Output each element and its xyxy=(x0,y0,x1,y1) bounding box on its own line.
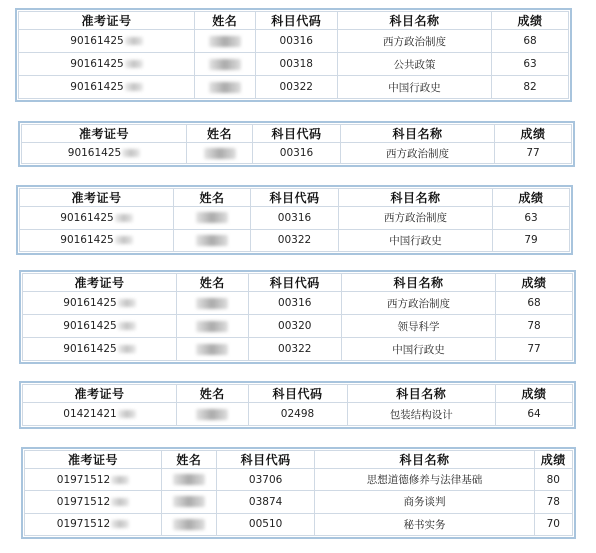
course-name: 西方政治制度 xyxy=(338,30,492,53)
header-exam-id: 准考证号 xyxy=(22,125,187,143)
table-row xyxy=(25,469,573,491)
course-code: 00320 xyxy=(248,315,342,338)
redacted-name xyxy=(196,235,228,246)
redacted-name xyxy=(173,519,205,530)
table-row xyxy=(20,229,570,252)
name-cell xyxy=(162,469,217,491)
table-row xyxy=(22,143,572,164)
score-table-6 xyxy=(21,447,576,539)
score: 82 xyxy=(492,76,569,99)
course-name: 西方政治制度 xyxy=(339,207,493,230)
course-name: 西方政治制度 xyxy=(341,143,495,164)
course-name: 包装结构设计 xyxy=(347,403,496,426)
name-cell xyxy=(162,491,217,513)
score: 79 xyxy=(493,229,570,252)
header-exam-id: 准考证号 xyxy=(20,189,174,207)
redacted-id-suffix xyxy=(111,520,129,528)
name-cell xyxy=(174,229,251,252)
score-table-1 xyxy=(15,8,572,102)
name-cell xyxy=(195,76,256,99)
header-row xyxy=(25,451,573,469)
score-table-3 xyxy=(16,185,573,255)
course-name: 秘书实务 xyxy=(315,513,534,535)
score-table-2 xyxy=(18,121,575,167)
course-name: 领导科学 xyxy=(342,315,496,338)
redacted-id-suffix xyxy=(125,83,143,91)
course-code: 00316 xyxy=(253,143,341,164)
header-name: 姓名 xyxy=(187,125,253,143)
score-table-4 xyxy=(19,270,576,364)
header-course-name: 科目名称 xyxy=(338,12,492,30)
score-table xyxy=(22,273,573,361)
course-code: 00316 xyxy=(255,30,338,53)
redacted-name xyxy=(209,59,241,70)
table-row xyxy=(25,513,573,535)
redacted-name xyxy=(196,212,228,223)
score-table-5 xyxy=(19,381,576,429)
score: 77 xyxy=(496,338,573,361)
header-course-name: 科目名称 xyxy=(342,274,496,292)
header-course-name: 科目名称 xyxy=(339,189,493,207)
course-name: 商务谈判 xyxy=(315,491,534,513)
table-row xyxy=(23,315,573,338)
score: 68 xyxy=(492,30,569,53)
exam-id-cell xyxy=(19,76,195,99)
course-code: 00316 xyxy=(248,292,342,315)
exam-id-cell xyxy=(19,53,195,76)
header-name: 姓名 xyxy=(162,451,217,469)
header-name: 姓名 xyxy=(177,385,249,403)
header-row xyxy=(23,274,573,292)
exam-id: 90161425 xyxy=(60,211,114,224)
score: 78 xyxy=(496,315,573,338)
score-table xyxy=(19,188,570,252)
exam-id-cell xyxy=(20,207,174,230)
exam-id-cell xyxy=(19,30,195,53)
exam-id: 90161425 xyxy=(60,234,114,247)
header-exam-id: 准考证号 xyxy=(23,385,177,403)
header-course-code: 科目代码 xyxy=(253,125,341,143)
header-course-name: 科目名称 xyxy=(347,385,496,403)
name-cell xyxy=(177,338,249,361)
course-name: 中国行政史 xyxy=(338,76,492,99)
score-table xyxy=(22,384,573,426)
table-row xyxy=(23,403,573,426)
exam-id-cell xyxy=(22,143,187,164)
header-score: 成绩 xyxy=(496,274,573,292)
exam-id: 90161425 xyxy=(63,297,117,309)
exam-id: 90161425 xyxy=(63,320,117,332)
exam-id-cell xyxy=(23,403,177,426)
redacted-id-suffix xyxy=(118,322,136,330)
redacted-id-suffix xyxy=(122,149,140,157)
header-score: 成绩 xyxy=(492,12,569,30)
table-row xyxy=(19,53,569,76)
course-name: 西方政治制度 xyxy=(342,292,496,315)
redacted-id-suffix xyxy=(115,236,133,244)
redacted-name xyxy=(196,409,228,420)
exam-id: 90161425 xyxy=(70,35,124,47)
exam-id-cell xyxy=(23,338,177,361)
name-cell xyxy=(187,143,253,164)
course-code: 02498 xyxy=(248,403,347,426)
course-code: 00322 xyxy=(255,76,338,99)
redacted-name xyxy=(209,82,241,93)
course-name: 公共政策 xyxy=(338,53,492,76)
header-row xyxy=(22,125,572,143)
score-table xyxy=(21,124,572,164)
redacted-id-suffix xyxy=(111,498,129,506)
redacted-id-suffix xyxy=(118,299,136,307)
header-course-name: 科目名称 xyxy=(341,125,495,143)
redacted-name xyxy=(196,344,228,355)
score-table xyxy=(18,11,569,99)
table-row xyxy=(19,30,569,53)
redacted-name xyxy=(173,474,205,485)
exam-id: 01971512 xyxy=(56,473,111,486)
redacted-id-suffix xyxy=(115,214,133,222)
exam-id-cell xyxy=(23,292,177,315)
exam-id-cell xyxy=(23,315,177,338)
name-cell xyxy=(177,315,249,338)
exam-id-cell xyxy=(25,491,162,513)
score: 80 xyxy=(534,469,572,491)
course-code: 00316 xyxy=(251,207,339,230)
header-course-code: 科目代码 xyxy=(255,12,338,30)
exam-id: 90161425 xyxy=(67,147,122,159)
course-code: 00322 xyxy=(248,338,342,361)
redacted-name xyxy=(204,148,236,159)
score: 78 xyxy=(534,491,572,513)
table-row xyxy=(23,338,573,361)
header-name: 姓名 xyxy=(174,189,251,207)
name-cell xyxy=(195,30,256,53)
score: 77 xyxy=(495,143,572,164)
redacted-name xyxy=(209,36,241,47)
exam-id: 90161425 xyxy=(70,58,124,70)
score: 63 xyxy=(492,53,569,76)
exam-id-cell xyxy=(25,513,162,535)
header-score: 成绩 xyxy=(495,125,572,143)
score: 64 xyxy=(496,403,573,426)
name-cell xyxy=(195,53,256,76)
redacted-id-suffix xyxy=(125,60,143,68)
header-score: 成绩 xyxy=(493,189,570,207)
header-row xyxy=(20,189,570,207)
header-row xyxy=(23,385,573,403)
name-cell xyxy=(177,403,249,426)
header-exam-id: 准考证号 xyxy=(19,12,195,30)
course-code: 03706 xyxy=(216,469,315,491)
score: 70 xyxy=(534,513,572,535)
score-table xyxy=(24,450,573,536)
course-code: 03874 xyxy=(216,491,315,513)
course-name: 中国行政史 xyxy=(342,338,496,361)
header-course-code: 科目代码 xyxy=(248,274,342,292)
header-exam-id: 准考证号 xyxy=(25,451,162,469)
redacted-name xyxy=(196,298,228,309)
course-code: 00510 xyxy=(216,513,315,535)
exam-id: 01971512 xyxy=(56,495,111,508)
course-code: 00318 xyxy=(255,53,338,76)
name-cell xyxy=(177,292,249,315)
redacted-id-suffix xyxy=(125,37,143,45)
exam-id-cell xyxy=(25,469,162,491)
exam-id: 01971512 xyxy=(56,518,111,531)
course-code: 00322 xyxy=(251,229,339,252)
header-course-name: 科目名称 xyxy=(315,451,534,469)
course-name: 思想道德修养与法律基础 xyxy=(315,469,534,491)
score: 68 xyxy=(496,292,573,315)
exam-id: 01421421 xyxy=(63,408,117,420)
name-cell xyxy=(162,513,217,535)
name-cell xyxy=(174,207,251,230)
header-name: 姓名 xyxy=(177,274,249,292)
table-row xyxy=(23,292,573,315)
redacted-id-suffix xyxy=(118,410,136,418)
table-row xyxy=(19,76,569,99)
header-exam-id: 准考证号 xyxy=(23,274,177,292)
redacted-name xyxy=(196,321,228,332)
table-row xyxy=(25,491,573,513)
header-score: 成绩 xyxy=(534,451,572,469)
header-course-code: 科目代码 xyxy=(216,451,315,469)
header-course-code: 科目代码 xyxy=(251,189,339,207)
course-name: 中国行政史 xyxy=(339,229,493,252)
header-course-code: 科目代码 xyxy=(248,385,347,403)
exam-id-cell xyxy=(20,229,174,252)
header-score: 成绩 xyxy=(496,385,573,403)
redacted-name xyxy=(173,496,205,507)
header-name: 姓名 xyxy=(195,12,256,30)
table-row xyxy=(20,207,570,230)
redacted-id-suffix xyxy=(111,476,129,484)
redacted-id-suffix xyxy=(118,345,136,353)
exam-id: 90161425 xyxy=(63,343,117,355)
exam-id: 90161425 xyxy=(70,81,124,93)
header-row xyxy=(19,12,569,30)
score: 63 xyxy=(493,207,570,230)
